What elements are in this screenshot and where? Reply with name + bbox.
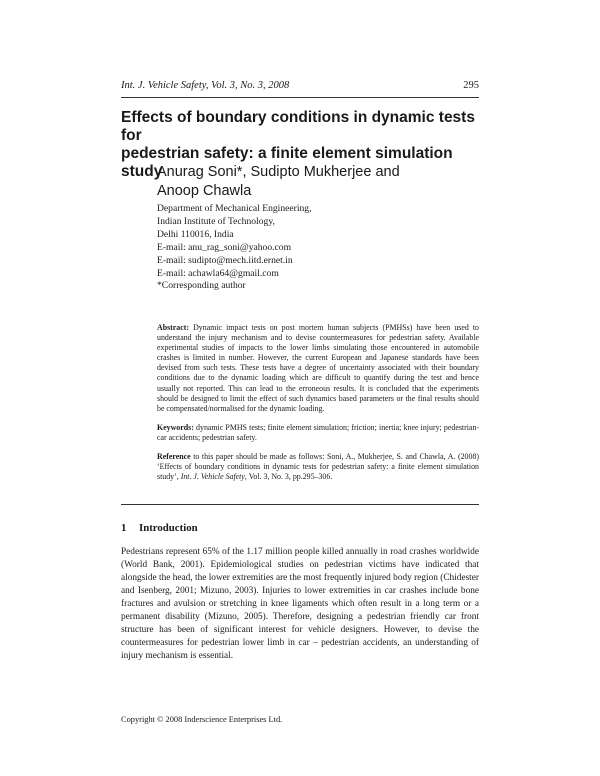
reference-text: to this paper should be made as follows: Soni, A., Mukherjee, S. and Chawla, A. (2008) ‘Effects of boundary conditions in dynamic tests for pedestrian safety: a finite element simulation study’, — [157, 452, 479, 482]
title-line-2: pedestrian safety: a finite element simulation study — [121, 145, 453, 180]
author-list — [157, 163, 477, 201]
journal-citation: Int. J. Vehicle Safety, Vol. 3, No. 3, 2008 — [121, 80, 290, 91]
reference — [157, 452, 479, 482]
affiliation-block — [157, 203, 477, 293]
reference-label: Reference — [157, 452, 191, 462]
abstract-label: Abstract: — [157, 323, 189, 332]
body-text — [121, 546, 479, 663]
city: Delhi 110016, India — [157, 228, 234, 240]
running-header — [121, 80, 479, 91]
email-3: E-mail: achawla64@gmail.com — [157, 267, 279, 279]
section-divider — [121, 504, 479, 505]
intro-paragraph: Pedestrians represent 65% of the 1.17 million people killed annually in road crashes worldwide (World Bank, 2001). Epidemiological studies on pedestrian victims have indicated that alongside the head, the lower extremities are the most frequently injured body region (Chidester and Isenberg, 2001; Mizuno, 2003). Injuries to lower extremities in car crashes include bone fractures and avulsion or stretching in knee ligaments which often result in a long term or a permanent disability (Mizuno, 2005). Therefore, designing a pedestrian friendly car front structure has been of significant interest for vehicle designers. However, to devise the countermeasures for pedestrian lower limb in car – pedestrian accidents, an understanding of injury mechanism is essential. — [121, 547, 479, 661]
abstract-block — [157, 323, 479, 491]
keywords-label: Keywords: — [157, 422, 194, 432]
email-1: E-mail: anu_rag_soni@yahoo.com — [157, 241, 292, 253]
keywords — [157, 423, 479, 443]
authors-line-2: Anoop Chawla — [157, 183, 252, 199]
abstract — [157, 323, 479, 414]
title-line-1: Effects of boundary conditions in dynamic tests for — [121, 109, 475, 144]
department: Department of Mechanical Engineering, — [157, 203, 312, 214]
keywords-text: dynamic PMHS tests; finite element simulation; friction; inertia; knee injury; pedestrian-car accidents; pedestrian safety. — [157, 422, 479, 442]
section-title: Introduction — [139, 522, 198, 534]
institute: Indian Institute of Technology, — [157, 215, 275, 227]
reference-journal: Int. J. Vehicle Safety — [180, 472, 245, 482]
header-rule — [121, 97, 479, 98]
section-heading — [121, 522, 198, 534]
email-2: E-mail: sudipto@mech.iitd.ernet.in — [157, 254, 293, 266]
corresponding-author-note: *Corresponding author — [157, 280, 246, 292]
section-number: 1 — [121, 522, 127, 534]
reference-volume: , Vol. 3, No. 3, pp.295–306. — [244, 472, 333, 482]
page-number: 295 — [463, 80, 479, 91]
copyright-notice: Copyright © 2008 Inderscience Enterprises Ltd. — [121, 715, 283, 724]
authors-line-1: Anurag Soni*, Sudipto Mukherjee and — [157, 164, 400, 180]
abstract-text: Dynamic impact tests on post mortem human subjects (PMHSs) have been used to understand the injury mechanism and to devise countermeasures for pedestrian safety. Available experimental studies of impacts to the lower limbs simulating those encountered in automobile crashes is limited in number. However, the current European and Japanese standards have been devised from such tests. These tests have a degree of uncertainty associated with their boundary conditions due to the dynamic loading which are difficult to quantify during the test and hence usually not reported. This can lead to the erroneous results. It is concluded that the experiments should be designed to limit the effect of such dynamics based parameters or the final results should be compensated/normalised for the dynamic loading. — [157, 323, 479, 413]
